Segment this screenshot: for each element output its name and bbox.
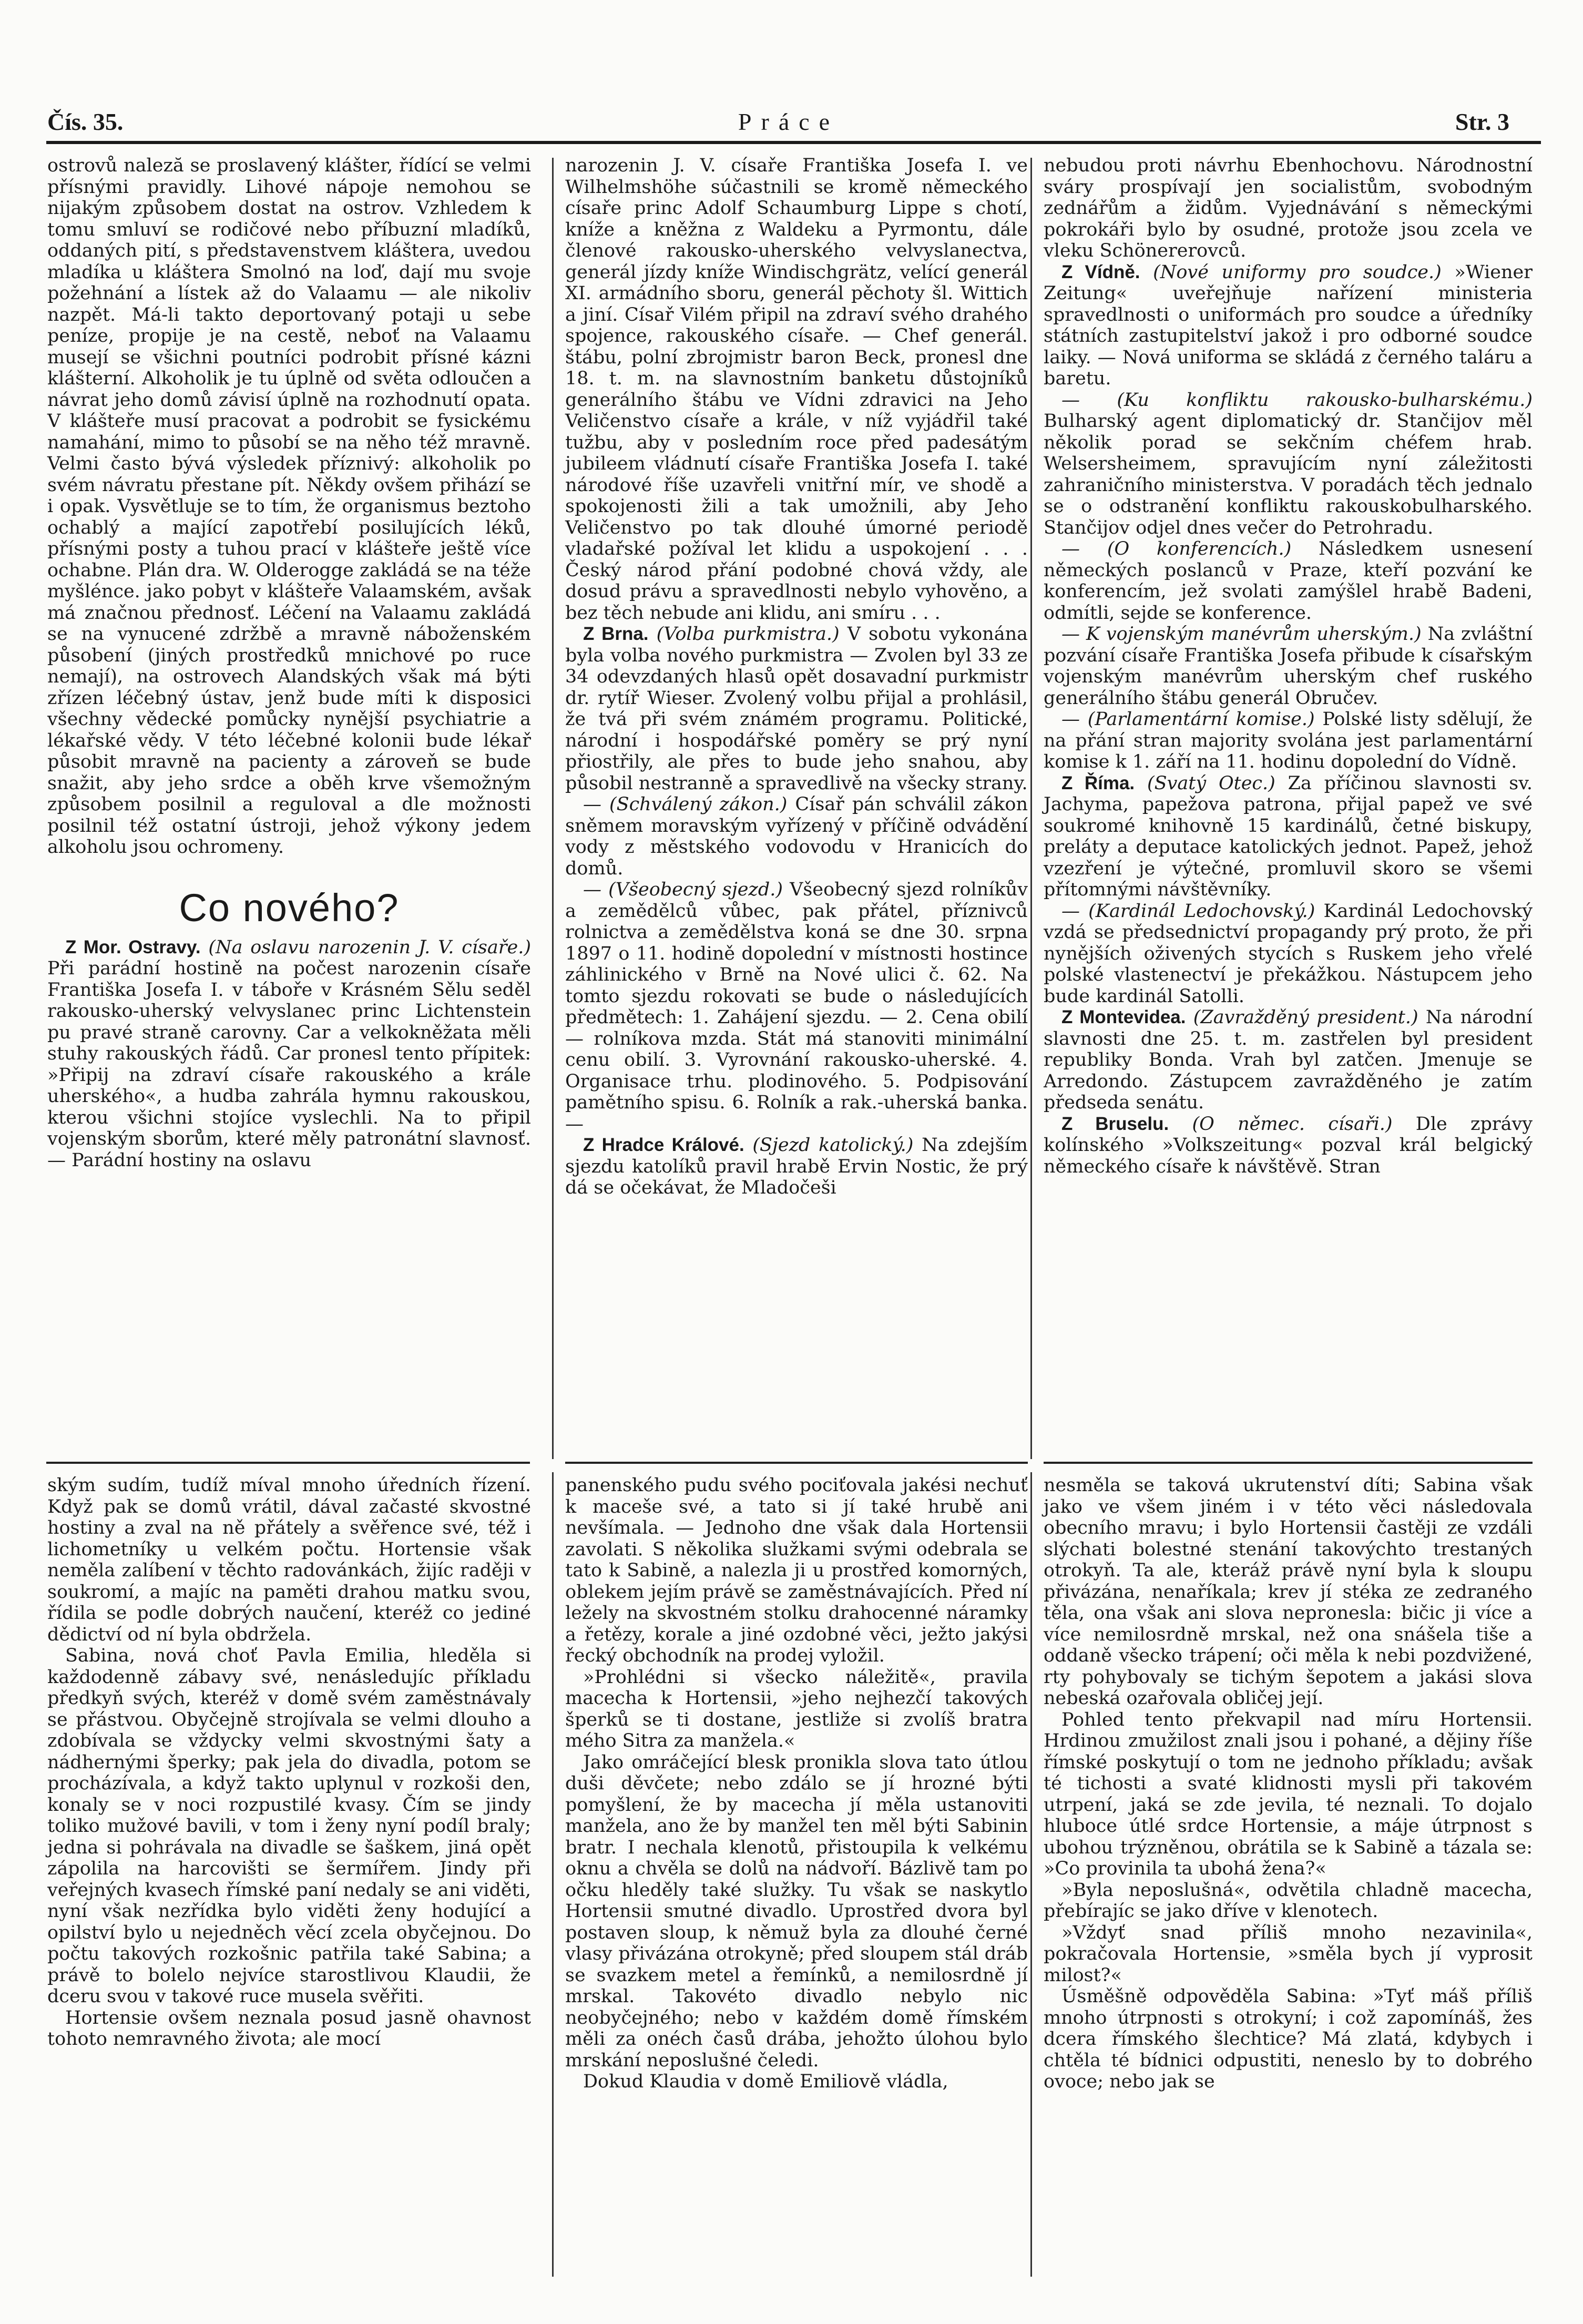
dateline: Z Brna. [583, 624, 649, 644]
news-text: Všeobecný sjezd rolníkův a zemědělců vůbec, pak přátel, příznivců rolnictva a zemědělstva koná se dne 30. srpna 1897 o 11. hodině dopolední v místnosti hostince záhlinického v Brně na Nové ulici č. 62. Na tomto sjezdu rokovati se bude o následujících předmětech: 1. Zahájení sjezdu. — 2. Cena obilí — rolníkova mzda. Stát má stanoviti minimální cenu obilí. 3. Vyrovnání rakousko-uherské. 4. Organisace trhu. plodinového. 5. Podpisování pamětního spisu. 6. Rolník a rak.-uherská banka. — [565, 879, 1028, 1135]
dateline: Z Říma. [1061, 772, 1135, 793]
news-subhead: (Nové uniformy pro soudce.) [1153, 261, 1442, 283]
news-item-komise [1044, 709, 1533, 773]
story-paragraph: »Vždyť snad příliš mnoho nezavinila«, pokračovala Hortensie, »směla bych jí vyprosit milost?« [1044, 1922, 1533, 1986]
news-text: Při parádní hostině na počest narozenin císaře Františka Josefa I. v táboře v Krásném Sělu seděl rakousko-uherský velvyslanec princ Lichtenstein pu pravé straně carovny. Car a velkokněžata měli stuhy rakouských řádů. Car pronesl tento přípitek: »Připij na zdraví císaře rakouského a krále uherského«, a hudba zahrála hymnu rakouskou, kterou všichni stojíce vyslechli. Na to připil vojenským sborům, které měly patronátní slavnosť. — Parádní hostiny na oslavu [47, 958, 531, 1171]
story-paragraph: Jako omráčející blesk pronikla slova tato útlou duši děvčete; nebo zdálo se jí hrozné býti pomyšlení, že by macecha jí měla ustanoviti manžela, ano že by manžel ten měl býti Sabinin bratr. I nechala klenotů, přistoupila k velkému oknu a chvěla se dolů na nádvoří. Bázlivě tam po očku hleděly také služky. Tu však se naskytlo Hortensii smutné divadlo. Uprostřed dvora byl postaven sloup, k němuž byla za dlouhé černé vlasy přivázána otrokyně; před sloupem stál dráb se svazkem metel a řemínků, a nemilosrdně jí mrskal. Takovéto divadlo nebylo nic neobyčejného; nebo v každém domě římském měli za onéch časů drába, jehožto úlohou bylo mrskání neposlušné čeledi. [565, 1751, 1028, 2071]
feuilleton-column-1 [47, 1475, 531, 2050]
column-1 [47, 155, 531, 1171]
news-text: Bulharský agent diplomatický dr. Stančijov měl několik porad se sekčním chéfem hrab. Welsersheimem, spravujícím nyní záležitosti zahraničního ministerstva. V poradách těch jednalo se o odstranění konfliktu rakouskobulharského. Stančijov odjel dnes večer do Petrohradu. [1044, 411, 1533, 538]
column-3 [1044, 155, 1533, 1177]
dateline: Z Bruselu. [1061, 1113, 1169, 1134]
news-item-kardinal [1044, 901, 1533, 1007]
issue-number: Čís. 35. [47, 108, 124, 135]
story-paragraph: Sabina, nová choť Pavla Emilia, hleděla si každodenně zábavy své, nenásledujíc příkladu předkyň svých, kteréž v domě svém zaměstnávaly se přástvou. Obyčejně strojívala se velmi dlouho a zdobívala se vždycky velmi skvostnými šaty a nádhernými šperky; pak jela do divadla, potom se procházívala, a když takto uplynul v rozkoši den, konaly se v noci rozpustilé kvasy. Čím se jindy toliko mužové bavili, v tom i ženy nyní podíl braly; jedna si pohrávala na divadle se šaškem, jiná opět zápolila na harcovišti se šermířem. Jindy při veřejných kvasech římské paní nedaly se ani viděti, nyní však nezřídka bylo viděti ženy hodující a opilství bylo u nejedněch věcí zcela obyčejnou. Do počtu takových rozkošnic patřila také Sabina; a právě to bolelo nejvíce starostlivou Klaudii, že dceru svou v takové ruce musela svěřiti. [47, 1645, 531, 2007]
news-item-zakon [565, 794, 1028, 879]
news-subhead: — (Kardinál Ledochovský.) [1061, 900, 1315, 922]
news-item-manevry [1044, 624, 1533, 709]
story-paragraph: Hortensie ovšem neznala posud jasně ohavnost tohoto nemravného života; ale mocí [47, 2007, 531, 2050]
article-paragraph: nebudou proti návrhu Ebenhochovu. Národnostní sváry prospívají jen socialistům, svobodným zednářům a židům. Vyjednávání s německými pokrokáři bylo by osudné, protože jsou zcela ve vleku Schönererovců. [1044, 155, 1533, 261]
article-paragraph: ostrovů naleză se proslavený klášter, řídící se velmi přísnými pravidly. Lihové nápoje nemohou se nijakým způsobem dostat na ostrov. Vzhledem k tomu smluví se rodičové nebo příbuzní mladíků, oddaných pití, s představenstvem kláštera, uvedou mladíka u kláštera Smolnó na loď, dají mu svoje požehnání a lístek až do Valaamu — ale nikoliv nazpět. Má-li takto deportovaný potaji u sebe peníze, propije je na cestě, neboť na Valaamu musejí se všichni poutníci podrobit přísné kázni klášterní. Alkoholik je tu úplně od světa odloučen a návrat jeho domů závisí úplně na rozhodnutí opata. V klášteře musí pracovat a podrobit se fysickému namahání, mimo to působí se na něho též mravně. Velmi často bývá výsledek příznivý: alkoholik po svém návratu přestane pít. Někdy ovšem přihází se i opak. Vysvětluje se to tím, že organismus beztoho ochablý a mající zapotřebí posilujících léků, přísnými posty a tuhou prací v klášteře ještě více ochabne. Plán dra. W. Olderogge zakládá se na téže myšlénce. jako pobyt v klášteře Valaamském, avšak má značnou přednosť. Léčení na Valaamu zakládá se na vynucené zdržbě a mravně náboženském působení (jiných prostředků mnichové po ruce nemají), na ostrovech Alandských však má býti zřízen léčebný ústav, jenž bude míti k disposici všechny vědecké pomůcky nynější psychiatrie a lékařské vědy. V této léčebné kolonii bude lékař působit mravně na pacienty a zároveň se bude snažit, aby jeho srdce a oběh krve všemožným způsobem posilnil a reguloval a dle možnosti posilnil též ostatní ústroji, jehož výkony jedem alkoholu jsou ochromeny. [47, 155, 531, 858]
news-item-konference [1044, 538, 1533, 624]
news-subhead: (Svatý Otec.) [1147, 772, 1275, 794]
news-subhead: (O němec. císaři.) [1192, 1113, 1393, 1135]
news-subhead: (Sjezd katolický.) [752, 1135, 914, 1156]
column-2 [565, 155, 1028, 1199]
news-item-hradec [565, 1135, 1028, 1199]
story-paragraph: ským sudím, tudíž míval mnoho úředních řízení. Když pak se domů vrátil, dával začasté skvostné hostiny a zval na ně přátely a svěřence své, též i lichometníky u velkém počtu. Hortensie však neměla zalíbení v těchto radovánkách, žijíc raději v soukromí, a majíc na paměti drahou matku svou, řídila se podle dobrých naučení, kteréž co jediné dědictví od ní byla obdržela. [47, 1475, 531, 1645]
news-subhead: (Na oslavu narozenin J. V. císaře.) [208, 936, 531, 958]
news-text: Polské listy sdělují, že na přání stran majority svolána jest parlamentární komise k 1. září na 11. hodinu dopolední do Vídně. [1044, 709, 1533, 772]
article-paragraph: narozenin J. V. císaře Františka Josefa I. ve Wilhelmshöhe súčastnili se kromě německého císaře princ Adolf Schaumburg Lippe s chotí, kníže a kněžna z Waldeku a Pyrmontu, dále členové rakousko-uherského velvyslanectva, generál jízdy kníže Windischgrätz, velící generál XI. armádního sboru, generál pěchoty šl. Wittich a jiní. Císař Vilém připil na zdraví svého drahého spojence, rakouského císaře. — Chef generál. štábu, polní zbrojmistr baron Beck, pronesl dne 18. t. m. na slavnostním banketu důstojníků generálního štábu ve Vídni zdravici na Jeho Veličenstvo císaře a krále, v níž vyjádřil také tužbu, aby v posledním roce před padesátým jubileem vládnutí císaře Františka Josefa I. také národové říše uzavřeli vnitřní mír, ve shodě a spokojenosti žili a tak umožnili, aby Jeho Veličenstvo po tak dlouhé úmorné periodě vladařské požíval let klidu a uspokojení . . . Český národ přání podobné chová vždy, ale dosud právu a spravedlnosti nebylo vyhověno, a bez těch nebude ani klidu, ani smíru . . . [565, 155, 1028, 624]
header-rule [46, 141, 1541, 144]
news-text: Za příčinou slavnosti sv. Jachyma, papežova patrona, přijal papež ve své soukromé knihovně 15 kardinálů, četné biskupy, preláty a deputace katolických jednot. Papež, jehož vzezření je výtečné, promluvil skoro se všemi přítomnými návštěvníky. [1044, 772, 1533, 900]
column-divider [1030, 1472, 1032, 2277]
column-divider [552, 1472, 554, 2277]
news-text: Na zdejším sjezdu katolíků pravil hrabě Ervin Nostic, že prý dá se očekávat, že Mladočeši [565, 1135, 1028, 1198]
story-paragraph: »Byla neposlušná«, odvětila chladně macecha, přebírajíc se jako dříve v klenotech. [1044, 1879, 1533, 1922]
news-text: V sobotu vykonána byla volba nového purkmistra — Zvolen byl 33 ze 34 odevzdaných hlasů opět dosavadní purkmistr dr. rytíř Wieser. Zvolený volbu přijal a prohlásil, že tvá při svém známém programu. Politické, národní i hospodářské poměry se prý nyní přiostřily, ale přes to bude jeho snahou, aby působil nestranně a spravedlivě na všecky strany. [565, 624, 1028, 794]
news-item-rima [1044, 773, 1533, 901]
feuilleton-column-2 [565, 1475, 1028, 2093]
dateline: Z Montevidea. [1061, 1007, 1186, 1027]
news-text: Následkem usnesení německých poslanců v Praze, kteří pozvání ke konferencím, jež svolati zamýšlel hrabě Badeni, odmítli, sejde se konference. [1044, 538, 1533, 624]
news-text: Na národní slavnosti dne 25. t. m. zastřelen byl president republiky Bonda. Vrah byl zatčen. Jmenuje se Arredondo. Zástupcem zavražděného je zatím předseda senátu. [1044, 1007, 1533, 1113]
news-subhead: (Zavražděný president.) [1193, 1007, 1418, 1028]
story-paragraph: Pohled tento překvapil nad míru Hortensii. Hrdinou zmužilost znali jsou i pohané, a dějiny říše římské poskytují o tom ne jednoho příkladu; avšak té tichosti a svaté klidnosti mysli při takovém utrpení, jaká se zde jevila, té neznali. To dojalo hluboce útlé srdce Hortensie, a máje útrpnost s ubohou trýzněnou, obrátila se k Sabině a tázala se: »Co provinila ta ubohá žena?« [1044, 1709, 1533, 1879]
news-subhead: — (Parlamentární komise.) [1061, 709, 1315, 730]
news-item-bruselu [1044, 1114, 1533, 1178]
news-item-brno [565, 624, 1028, 794]
feuilleton-rule [565, 1462, 1028, 1464]
dateline: Z Hradce Králové. [583, 1135, 744, 1155]
news-item-montevideo [1044, 1007, 1533, 1114]
feuilleton-rule [46, 1462, 530, 1464]
story-paragraph: »Prohlédni si všecko náležitě«, pravila macecha k Hortensii, »jeho nejhezčí takových šperků se ti dostane, jestliže si zvolíš bratra mého Sitra za manžela.« [565, 1666, 1028, 1751]
story-paragraph: panenského pudu svého pociťovala jakési nechuť k maceše své, a tato si jí také hrubě ani nevšímala. — Jednoho dne však dala Hortensii zavolati. S několika služkami svými odebrala se tato k Sabině, a nalezla ji u prostřed komorných, oblekem jejím právě se zaměstnávajících. Před ní ležely na skvostném stolku drahocenné náramky a řetězy, korale a jiné ozdobné věci, ježto jakýsi řecký obchodník na prodej vyložil. [565, 1475, 1028, 1666]
news-subhead: — (Ku konfliktu rakousko-bulharskému.) [1061, 389, 1533, 411]
feuilleton-rule [1044, 1462, 1533, 1464]
feuilleton-column-3 [1044, 1475, 1533, 2093]
column-divider [552, 158, 554, 1459]
section-heading: Co nového? [179, 885, 400, 930]
news-item-ostrava [47, 937, 531, 1171]
news-text: Kardinál Ledochovský vzdá se předsednictví propagandy prý proto, že při nynějších oživených stycích s Ruskem jeho vřelé polské vlastenectví je překážkou. Nástupcem jeho bude kardinál Satolli. [1044, 900, 1533, 1007]
news-subhead: — (Všeobecný sjezd.) [583, 879, 783, 900]
news-item-konflikt [1044, 390, 1533, 539]
story-paragraph: nesměla se taková ukrutenství díti; Sabina však jako ve všem jiném i v této věci následovala obecního mravu; i bylo Hortensii častěji ze vzdáli slýchati bolestné stenání takovýchto trestaných otrokyň. Ta ale, kteráž právě nyní byla k sloupu přivázána, nenaříkala; krev jí stéka ze zedraného těla, ona však ani slova nepronesla: bičic ji více a více nemilosrdně mrskal, než ona snášela tiše a oddaně všecko trápení; oči měla k nebi pozdvižené, rty pohybovaly se tichým šepotem a jakási slova nebeská ozařovala obličej její. [1044, 1475, 1533, 1709]
news-subhead: — (Schválený zákon.) [583, 794, 788, 815]
page-number: Str. 3 [1455, 108, 1509, 135]
news-text: Dle zprávy kolínského »Volkszeitung« pozval král belgický německého císaře k návštěvě. Stran [1044, 1113, 1533, 1177]
newspaper-title: Práce [738, 108, 840, 135]
story-paragraph: Úsměšně odpověděla Sabina: »Tyť máš příliš mnoho útrpnosti s otrokyní; i což zapomínáš, žes dcera římského šlechtice? Má zlatá, kdybych i chtěla té bídnici odpustiti, neneslo by to dobrého ovoce; nebo jak se [1044, 1986, 1533, 2092]
news-item-sjezd [565, 879, 1028, 1135]
news-item-vidne [1044, 262, 1533, 390]
story-paragraph: Dokud Klaudia v domě Emiliově vládla, [583, 2071, 948, 2092]
news-text: Císař pán schválil zákon sněmem moravským vyřízený v příčině odvádění vody z městského vodovodu v Hranicích do domů. [565, 794, 1028, 879]
dateline: Z Vídně. [1061, 261, 1140, 282]
news-text: »Wiener Zeitung« uveřejňuje nařízení ministeria spravedlnosti o uniformách pro soudce a úředníky státních zastupitelství jakož i pro odborné soudce laiky. — Nová uniforma se skládá z černého taláru a baretu. [1044, 261, 1533, 389]
column-divider [1030, 158, 1032, 1459]
dateline: Z Mor. Ostravy. [65, 936, 201, 957]
news-subhead: — (O konferencích.) [1061, 538, 1292, 559]
news-subhead: — K vojenským manévrům uherským.) [1061, 624, 1422, 645]
news-text: Na zvláštní pozvání císaře Františka Josefa přibude k císařským vojenským manévrům uherským chef ruského generálního štábu generál Obručev. [1044, 624, 1533, 709]
news-subhead: (Volba purkmistra.) [656, 624, 840, 645]
